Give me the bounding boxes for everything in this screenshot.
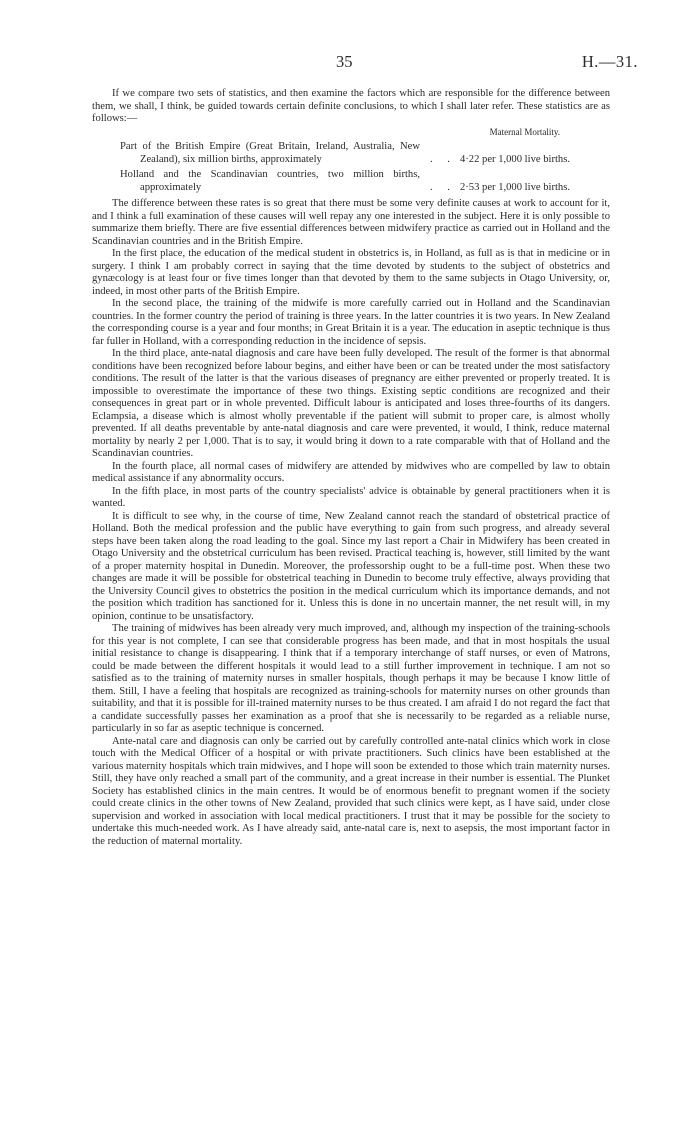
paragraph-fifth-place: In the fifth place, in most parts of the country specialists' advice is obtainable by general practitioners when it is wanted. [92, 485, 610, 509]
paragraph-first-place: In the first place, the education of the medical student in obstetrics is, in Holland, as full as is that in medicine or in surgery. I think I am probably correct in saying that the time devoted by students to the subject of obstetrics and gynæcology is at least four or five times longer than that devoted by them to the same subjects in Otago University, or, indeed, in most other parts of the British Empire. [92, 248, 610, 297]
paragraph-second-place: In the second place, the training of the midwife is more carefully carried out in Holland and the Scandinavian countries. In the former country the period of training is three years. In the latter countries it is two years. In New Zealand the corresponding course is a year and four months; in Great Britain it is a year. The education in aseptic technique is thus far fuller in Holland, with a corresponding reduction in the incidence of sepsis. [92, 298, 610, 347]
paragraph-new-zealand-standard: It is difficult to see why, in the course of time, New Zealand cannot reach the standard of obstetrical practice of Holland. Both the medical profession and the public have everything to gain from such progress, and already several steps have been taken along the road leading to the goal. Since my last report a Chair in Midwifery has been created in Otago University and the obstetrical curriculum has been revised. Practical teaching is, however, still limited by the want of a proper maternity hospital in Dunedin. Moreover, the professorship ought to be a full-time post. When these two changes are made it will be possible for obstetrical teaching in Dunedin to become truly effective, always providing that the University Council gives to obstetrics the position in the medical curriculum which its importance demands, and not the position which tradition has sanctioned for it. Unless this is done in no uncertain manner, the net result will, in my opinion, continue to be unsatisfactory. [92, 510, 610, 622]
statistics-row [92, 169, 610, 194]
page-number: 35 [336, 52, 353, 71]
document-reference: H.—31. [581, 52, 638, 71]
statistics-row-label: Part of the British Empire (Great Britain, Ireland, Australia, New Zealand), six million births, approximately [120, 141, 420, 165]
statistics-row-value: 4·22 per 1,000 live births. [459, 153, 570, 165]
statistics-row-value-wrap [420, 141, 610, 166]
maternal-mortality-column-header: Maternal Mortality. [489, 126, 560, 137]
statistics-row [92, 141, 610, 166]
paragraph-training-midwives: The training of midwives has been already very much improved, and, although my inspection of the training-schools for this year is not complete, I can see that considerable progress has been made, and that in most hospitals the usual initial resistance to change is disappearing. I think that if a temporary interchange of staff nurses, or even of Matrons, could be made between the different hospitals it would lead to a still further improvement in technique. I am not so satisfied as to the training of maternity nurses in smaller hospitals, though perhaps it may be because I know little of them. Still, I have a feeling that hospitals are recognized as training-schools for maternity nurses on other grounds than suitability, and that it is possible for ill-trained maternity nurses to be thus created. I am afraid I do not regard the fact that a candidate successfully passes her examination as a proof that she is necessarily to be regarded as a reliable nurse, particularly in so far as aseptic technique is concerned. [92, 623, 610, 734]
paragraph-fourth-place: In the fourth place, all normal cases of midwifery are attended by midwives who are compelled by law to obtain medical assistance if any abnormality occurs. [92, 460, 610, 484]
leader-dots: . . [430, 153, 456, 165]
statistics-row-label: Holland and the Scandinavian countries, two million births, approximately [120, 169, 420, 193]
intro-paragraph: If we compare two sets of statistics, and then examine the factors which are responsible for the difference between them, we shall, I think, be guided towards certain definite conclusions, to which I shall later refer. These statistics are as follows:— [92, 88, 610, 124]
page-header [0, 52, 700, 76]
statistics-row-value-wrap [420, 169, 610, 194]
paragraph-ante-natal-care: Ante-natal care and diagnosis can only be carried out by carefully controlled ante-natal clinics which work in close touch with the Medical Officer of a hospital or with private practitioners. Such clinics have been established at the various maternity hospitals which train midwives, and I hope will soon be extended to those which train maternity nurses. Still, they have only reached a small part of the community, and a great increase in their number is essential. The Plunket Society has established clinics in the main centres. It would be of enormous benefit to pregnant women if the society could create clinics in the other towns of New Zealand, provided that such clinics were kept, as I have said, under close supervision and worked in association with local medical practitioners. I trust that it may be possible for the society to undertake this much-needed work. As I have already said, ante-natal care is, next to asepsis, the most important factor in the reduction of maternal mortality. [92, 735, 610, 847]
statistics-row-value: 2·53 per 1,000 live births. [459, 181, 570, 193]
leader-dots: . . [430, 181, 456, 193]
report-body [92, 88, 610, 848]
paragraph-difference: The difference between these rates is so great that there must be some very definite causes at work to account for it, and I think a full examination of these causes will well repay any one interested in the subject. Here it is only possible to summarize them briefly. There are five essential differences between midwifery practice as carried out in Holland and the Scandinavian countries and in the British Empire. [92, 198, 610, 247]
paragraph-third-place: In the third place, ante-natal diagnosis and care have been fully developed. The result of the former is that abnormal conditions have been recognized before labour begins, and either have been or can be treated under the most satisfactory conditions. The result of the latter is that the various diseases of pregnancy are either prevented or properly treated. It is impossible to overestimate the importance of these two things. Existing septic conditions are recognized and their consequences in great part or in whole prevented. Difficult labour is anticipated and loses three-fourths of its dangers. Eclampsia, a disease which is almost wholly preventable if the patient will submit to proper care, is almost wholly prevented. If all deaths preventable by ante-natal diagnosis and care were prevented, it would, I think, reduce maternal mortality by nearly 2 per 1,000. That is to say, it would bring it down to a rate comparable with that of Holland and the Scandinavian countries. [92, 348, 610, 459]
statistics-table [92, 126, 610, 195]
